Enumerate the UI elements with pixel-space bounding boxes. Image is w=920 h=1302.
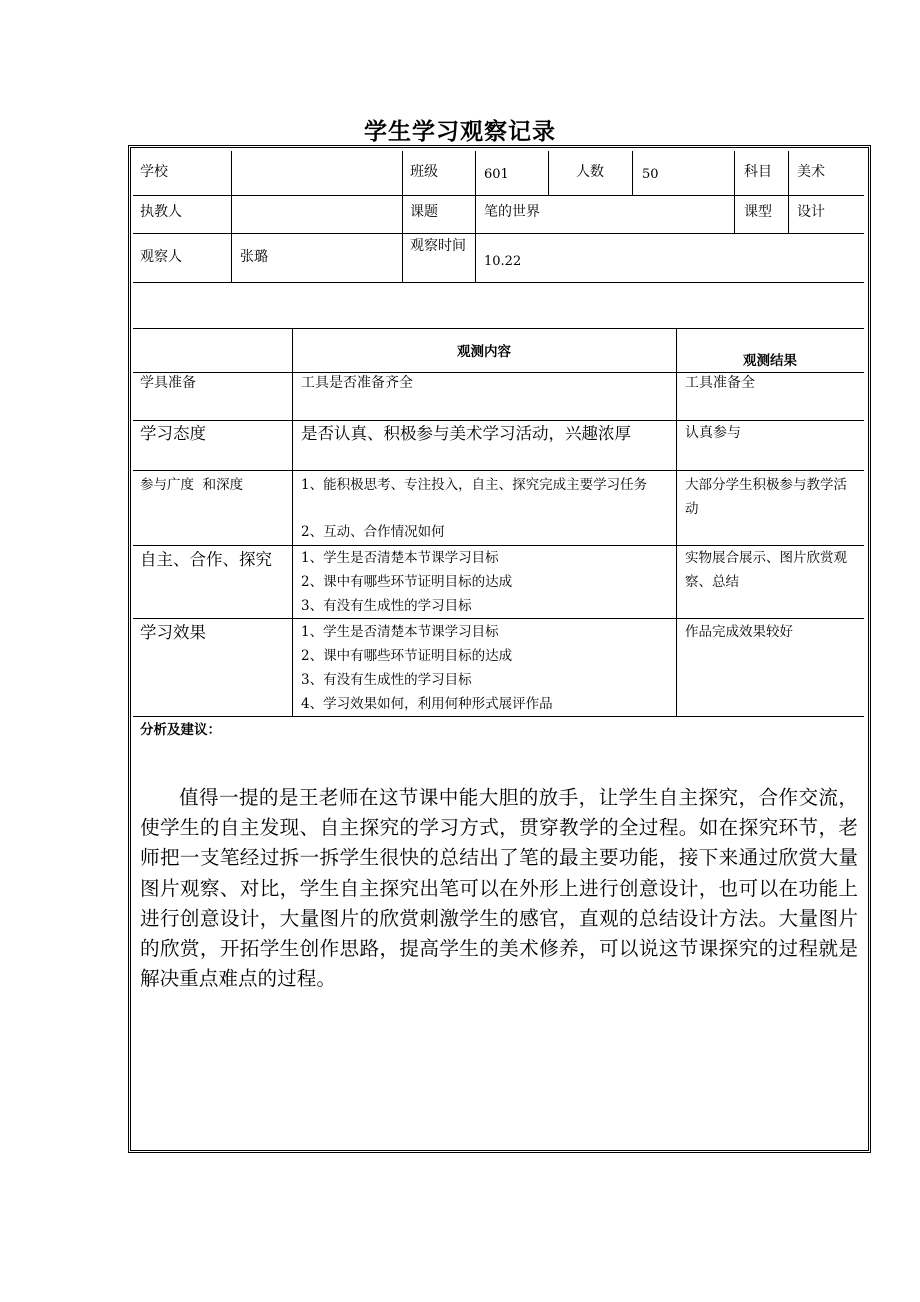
row-result: 工具准备全 (685, 375, 755, 391)
row-content: 1、学生是否清楚本节课学习目标 (301, 624, 499, 640)
row-item: 参与广度 和深度 (140, 477, 244, 493)
row-content: 3、有没有生成性的学习目标 (301, 672, 472, 688)
row-item: 学具准备 (140, 375, 196, 391)
row-content: 2、课中有哪些环节证明目标的达成 (301, 648, 513, 664)
row-result: 认真参与 (685, 425, 741, 441)
topic-value: 笔的世界 (484, 204, 540, 220)
row-item: 自主、合作、探究 (140, 550, 272, 569)
count-value: 50 (642, 167, 659, 182)
grid-line (133, 233, 864, 234)
row-item: 学习效果 (140, 623, 206, 642)
row-content: 2、互动、合作情况如何 (301, 524, 445, 540)
row-result: 实物展合展示、图片欣赏观察、总结 (685, 550, 847, 590)
time-value: 10.22 (484, 254, 522, 269)
count-label: 人数 (576, 164, 604, 180)
row-content: 1、能积极思考、专注投入，自主、探究完成主要学习任务 (301, 477, 648, 493)
row-content: 3、有没有生成性的学习目标 (301, 598, 472, 614)
row-result: 作品完成效果较好 (685, 624, 793, 640)
grid-line (292, 328, 293, 716)
grid-line (133, 328, 864, 329)
lesson-type-value: 设计 (797, 204, 825, 220)
row-item: 学习态度 (140, 424, 206, 443)
analysis-text: 值得一提的是王老师在这节课中能大胆的放手，让学生自主探究，合作交流，使学生的自主发现、自主探究的学习方式，贯穿教学的全过程。如在探究环节，老师把一支笔经过拆一拆学生很快的总结出了笔的最主要功能，接下来通过欣赏大量图片观察、对比，学生自主探究出笔可以在外形上进行创意设计，也可以在功能上进行创意设计，大量图片的欣赏刺激学生的感官，直观的总结设计方法。大量图片的欣赏，开拓学生创作思路，提高学生的美术修养，可以说这节课探究的过程就是解决重点难点的过程。 (140, 786, 858, 991)
content-header: 观测内容 (457, 344, 511, 360)
topic-label: 课题 (410, 204, 438, 220)
row-content: 1、学生是否清楚本节课学习目标 (301, 550, 499, 566)
row-content: 是否认真、积极参与美术学习活动，兴趣浓厚 (301, 424, 631, 443)
lesson-type-label: 课型 (744, 204, 772, 220)
grid-line (133, 420, 864, 421)
grid-line (788, 151, 789, 233)
grid-line (231, 151, 232, 282)
subject-label: 科目 (744, 164, 772, 180)
observer-value: 张璐 (240, 249, 268, 265)
class-value: 601 (484, 167, 509, 182)
grid-line (548, 151, 549, 195)
grid-line (133, 470, 864, 471)
grid-line (133, 545, 864, 546)
row-content: 4、学习效果如何，利用何种形式展评作品 (301, 696, 553, 712)
grid-line (133, 195, 864, 196)
grid-line (475, 151, 476, 282)
subject-value: 美术 (797, 164, 825, 180)
grid-line (133, 282, 864, 283)
teacher-label: 执教人 (140, 204, 182, 220)
row-content: 2、课中有哪些环节证明目标的达成 (301, 574, 513, 590)
grid-line (734, 151, 735, 233)
grid-line (632, 151, 633, 195)
class-label: 班级 (410, 164, 438, 180)
row-result: 大部分学生积极参与教学活动 (685, 477, 847, 517)
observer-label: 观察人 (140, 249, 182, 265)
grid-line (676, 328, 677, 716)
analysis-label: 分析及建议： (140, 722, 221, 738)
time-label: 观察时间 (410, 238, 466, 254)
result-header: 观测结果 (743, 353, 797, 369)
page-title: 学生学习观察记录 (364, 119, 556, 145)
school-label: 学校 (140, 164, 168, 180)
row-content: 工具是否准备齐全 (301, 375, 413, 391)
grid-line (402, 151, 403, 282)
